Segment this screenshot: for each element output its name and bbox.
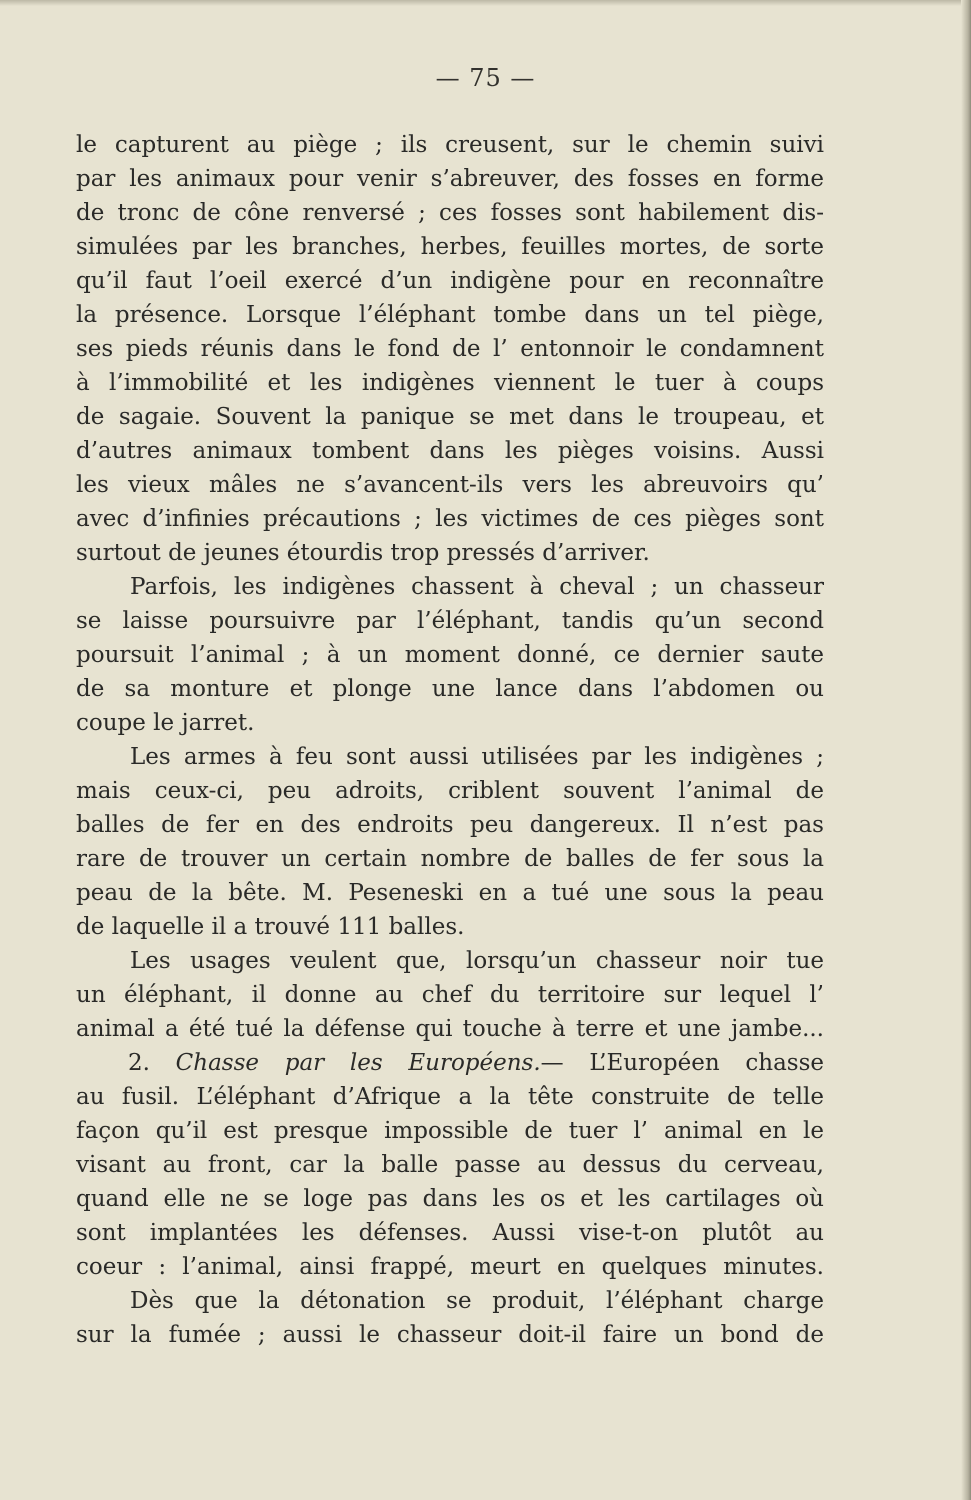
text-line: avec d’infinies précautions ; les victimes de ces pièges sont bbox=[76, 506, 824, 532]
text-line: surtout de jeunes étourdis trop pressés d’arriver. bbox=[76, 540, 650, 566]
text-line: Dès que la détonation se produit, l’éléphant charge bbox=[130, 1288, 824, 1314]
text-line: coupe le jarret. bbox=[76, 710, 255, 736]
text-line: visant au front, car la balle passe au dessus du cerveau, bbox=[76, 1152, 824, 1178]
text-line: d’autres animaux tombent dans les pièges voisins. Aussi bbox=[76, 438, 824, 464]
text-line: façon qu’il est presque impossible de tuer l’ animal en le bbox=[76, 1118, 824, 1144]
body-text bbox=[76, 128, 824, 1352]
text-line: de laquelle il a trouvé 111 balles. bbox=[76, 914, 465, 940]
text-line: Les armes à feu sont aussi utilisées par les indigènes ; bbox=[130, 744, 824, 770]
text-line: Les usages veulent que, lorsqu’un chasseur noir tue bbox=[130, 948, 824, 974]
text-line: animal a été tué la défense qui touche à terre et une jambe... bbox=[76, 1016, 824, 1042]
text-line: la présence. Lorsque l’éléphant tombe dans un tel piège, bbox=[76, 302, 824, 328]
text-line: poursuit l’animal ; à un moment donné, ce dernier saute bbox=[76, 642, 824, 668]
section-heading-line bbox=[76, 1046, 824, 1080]
section-title: Chasse par les Européens. bbox=[175, 1050, 541, 1076]
text-line: de tronc de cône renversé ; ces fosses sont habilement dis- bbox=[76, 200, 824, 226]
section-heading-rest: — L’Européen chasse bbox=[540, 1050, 824, 1076]
text-line: ses pieds réunis dans le fond de l’ entonnoir le condamnent bbox=[76, 336, 824, 362]
text-line: balles de fer en des endroits peu dangereux. Il n’est pas bbox=[76, 812, 824, 838]
text-line: sont implantées les défenses. Aussi vise-t-on plutôt au bbox=[76, 1220, 824, 1246]
text-line: le capturent au piège ; ils creusent, sur le chemin suivi bbox=[76, 132, 824, 158]
text-line: un éléphant, il donne au chef du territoire sur lequel l’ bbox=[76, 982, 824, 1008]
page-number: — 75 — bbox=[435, 64, 536, 92]
text-line: sur la fumée ; aussi le chasseur doit-il faire un bond de bbox=[76, 1322, 824, 1348]
section-number: 2. bbox=[128, 1050, 150, 1076]
text-line: Parfois, les indigènes chassent à cheval ; un chasseur bbox=[130, 574, 824, 600]
text-line: rare de trouver un certain nombre de balles de fer sous la bbox=[76, 846, 824, 872]
text-line: de sa monture et plonge une lance dans l’abdomen ou bbox=[76, 676, 824, 702]
text-line: qu’il faut l’oeil exercé d’un indigène pour en reconnaître bbox=[76, 268, 824, 294]
text-line: les vieux mâles ne s’avancent-ils vers les abreuvoirs qu’ bbox=[76, 472, 824, 498]
text-line: au fusil. L’éléphant d’Afrique a la tête construite de telle bbox=[76, 1084, 824, 1110]
text-line: à l’immobilité et les indigènes viennent le tuer à coups bbox=[76, 370, 824, 396]
text-line: de sagaie. Souvent la panique se met dans le troupeau, et bbox=[76, 404, 824, 430]
text-line: peau de la bête. M. Peseneski en a tué une sous la peau bbox=[76, 880, 824, 906]
page-right-edge bbox=[961, 0, 971, 1500]
text-line: mais ceux-ci, peu adroits, criblent souvent l’animal de bbox=[76, 778, 824, 804]
page-top-edge bbox=[0, 0, 971, 6]
text-line: se laisse poursuivre par l’éléphant, tandis qu’un second bbox=[76, 608, 824, 634]
text-line: par les animaux pour venir s’abreuver, des fosses en forme bbox=[76, 166, 824, 192]
text-line: simulées par les branches, herbes, feuilles mortes, de sorte bbox=[76, 234, 824, 260]
text-line: coeur : l’animal, ainsi frappé, meurt en quelques minutes. bbox=[76, 1254, 824, 1280]
text-line: quand elle ne se loge pas dans les os et les cartilages où bbox=[76, 1186, 824, 1212]
